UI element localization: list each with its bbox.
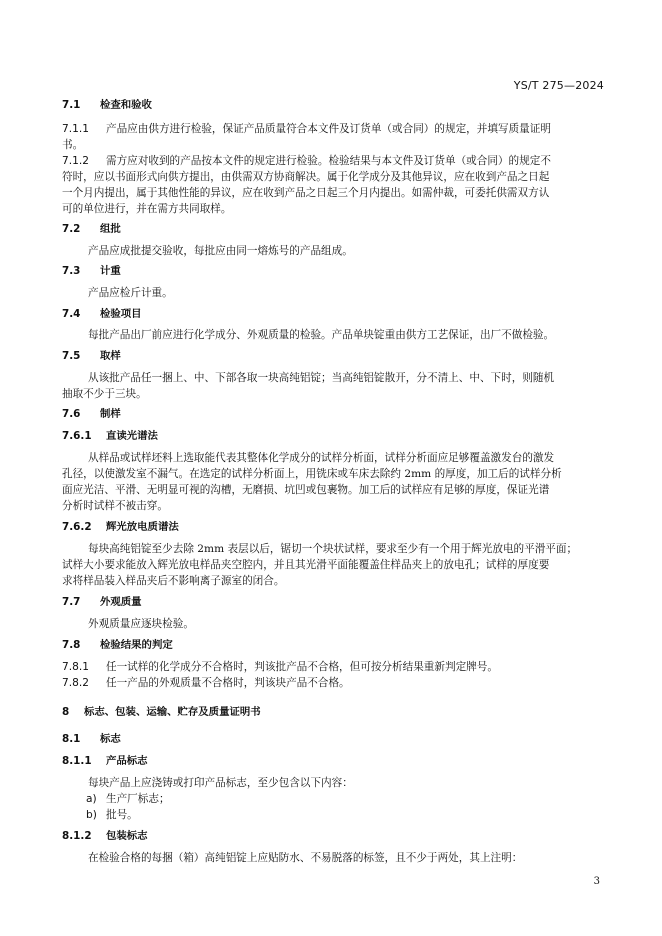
section-number: 7.5	[62, 350, 81, 362]
section-title: 标志、包装、运输、贮存及质量证明书	[84, 706, 261, 718]
section-title: 标志	[100, 733, 121, 745]
paragraph-7-1-2-line-3: 一个月内提出，属于其他性能的异议，应在收到产品之日起三个月内提出。如需仲裁，可委托供需双方认	[62, 187, 550, 199]
paragraph-8-1-2: 在检验合格的每捆（箱）高纯铝锭上应贴防水、不易脱落的标签，且不少于两处，其上注明：	[88, 852, 523, 864]
list-marker: a)	[86, 793, 97, 805]
section-title: 检查和验收	[100, 99, 152, 111]
paragraph-7-4: 每批产品出厂前应进行化学成分、外观质量的检验。产品单块锭重由供方工艺保证，出厂不做检验。	[88, 329, 555, 341]
section-heading-7-6-2	[62, 519, 602, 536]
section-number: 7.1	[62, 99, 81, 111]
paragraph-8-1-1: 每块产品上应浇铸或打印产品标志，至少包含以下内容：	[88, 777, 353, 789]
section-title: 直读光谱法	[106, 430, 158, 442]
section-title: 产品标志	[106, 755, 148, 767]
paragraph-text: 任一试样的化学成分不合格时，判该批产品不合格，但可按分析结果重新判定牌号。	[106, 661, 498, 673]
clause-number: 7.8.1	[62, 661, 89, 673]
section-heading-7-7	[62, 594, 602, 611]
clause-number: 7.8.2	[62, 677, 89, 689]
section-heading-8-1	[62, 731, 602, 748]
page-number: 3	[593, 876, 600, 887]
section-heading-7-5	[62, 348, 602, 365]
section-number: 8.1.1	[62, 755, 92, 767]
section-number: 8.1	[62, 733, 81, 745]
paragraph-7-6-2-line-2: 试样大小要求能放入辉光放电样品夹空腔内，并且其光滑平面能覆盖住样品夹上的放电孔；试样的厚度要	[62, 559, 550, 571]
section-heading-8	[62, 704, 602, 721]
paragraph-7-8-2	[62, 675, 602, 692]
section-number: 8	[62, 706, 70, 718]
section-heading-7-6-1	[62, 428, 602, 445]
paragraph-text: 产品应由供方进行检验，保证产品质量符合本文件及订货单（或合同）的规定，并填写质量证明	[106, 123, 551, 135]
paragraph-7-6-2-line-3: 求将样品装入样品夹后不影响离子源室的闭合。	[62, 575, 285, 587]
section-heading-7-6	[62, 406, 602, 423]
paragraph-7-1-2-line-1	[62, 153, 602, 170]
section-number: 8.1.2	[62, 830, 92, 842]
clause-number: 7.1.2	[62, 155, 89, 167]
paragraph-7-1-2-line-4: 可的单位进行，并在需方共同取样。	[62, 203, 232, 215]
paragraph-7-1-1-line-1	[62, 121, 602, 138]
list-item-b	[86, 807, 626, 824]
section-number: 7.7	[62, 596, 81, 608]
section-title: 检验结果的判定	[100, 639, 173, 651]
paragraph-7-5-line-1: 从该批产品任一捆上、中、下部各取一块高纯铝锭；当高纯铝锭散开，分不清上、中、下时，则随机	[88, 372, 555, 384]
section-heading-8-1-2	[62, 828, 602, 845]
list-item-text: 批号。	[106, 809, 138, 821]
section-title: 计重	[100, 265, 121, 277]
section-title: 组批	[100, 223, 121, 235]
section-title: 包装标志	[106, 830, 148, 842]
section-number: 7.6.2	[62, 521, 92, 533]
list-marker: b)	[86, 809, 97, 821]
paragraph-text: 需方应对收到的产品按本文件的规定进行检验。检验结果与本文件及订货单（或合同）的规定不	[106, 155, 551, 167]
paragraph-7-6-1-line-3: 面应光洁、平滑、无明显可视的沟槽，无磨损、坑凹或包裹物。加工后的试样应有足够的厚度，保证光谱	[62, 484, 550, 496]
list-item-text: 生产厂标志；	[106, 793, 170, 805]
paragraph-text: 任一产品的外观质量不合格时，判该块产品不合格。	[106, 677, 350, 689]
paragraph-7-7: 外观质量应逐块检验。	[88, 618, 194, 630]
paragraph-7-2: 产品应成批提交验收，每批应由同一熔炼号的产品组成。	[88, 245, 353, 257]
section-number: 7.6	[62, 408, 81, 420]
section-title: 辉光放电质谱法	[106, 521, 179, 533]
section-heading-7-1	[62, 97, 602, 114]
paragraph-7-6-1-line-1: 从样品或试样坯料上选取能代表其整体化学成分的试样分析面，试样分析面应足够覆盖激发台的激发	[88, 452, 555, 464]
paragraph-7-8-1	[62, 659, 602, 676]
section-title: 取样	[100, 350, 121, 362]
section-heading-7-3	[62, 263, 602, 280]
section-number: 7.2	[62, 223, 81, 235]
paragraph-7-1-1-line-2: 书。	[62, 139, 84, 151]
clause-number: 7.1.1	[62, 123, 89, 135]
section-heading-7-8	[62, 637, 602, 654]
section-heading-8-1-1	[62, 753, 602, 770]
paragraph-7-5-line-2: 抽取不少于三块。	[62, 388, 147, 400]
section-heading-7-2	[62, 221, 602, 238]
section-number: 7.4	[62, 308, 81, 320]
standard-code: YS/T 275—2024	[513, 79, 604, 92]
section-number: 7.6.1	[62, 430, 92, 442]
list-item-a	[86, 791, 626, 808]
paragraph-7-1-2-line-2: 符时，应以书面形式向供方提出，由供需双方协商解决。属于化学成分及其他异议，应在收到产品之日起	[62, 171, 550, 183]
paragraph-7-3: 产品应检斤计重。	[88, 287, 173, 299]
section-title: 检验项目	[100, 308, 142, 320]
section-title: 外观质量	[100, 596, 142, 608]
paragraph-7-6-1-line-4: 分析时试样不被击穿。	[62, 500, 168, 512]
paragraph-7-6-1-line-2: 孔径，以使激发室不漏气。在选定的试样分析面上，用铣床或车床去除约 2mm 的厚度，加工后的试样分析	[62, 468, 562, 480]
section-number: 7.8	[62, 639, 81, 651]
section-number: 7.3	[62, 265, 81, 277]
section-title: 制样	[100, 408, 121, 420]
section-heading-7-4	[62, 306, 602, 323]
paragraph-7-6-2-line-1: 每块高纯铝锭至少去除 2mm 表层以后，锯切一个块状试样，要求至少有一个用于辉光放电的平滑平面；	[88, 543, 578, 555]
